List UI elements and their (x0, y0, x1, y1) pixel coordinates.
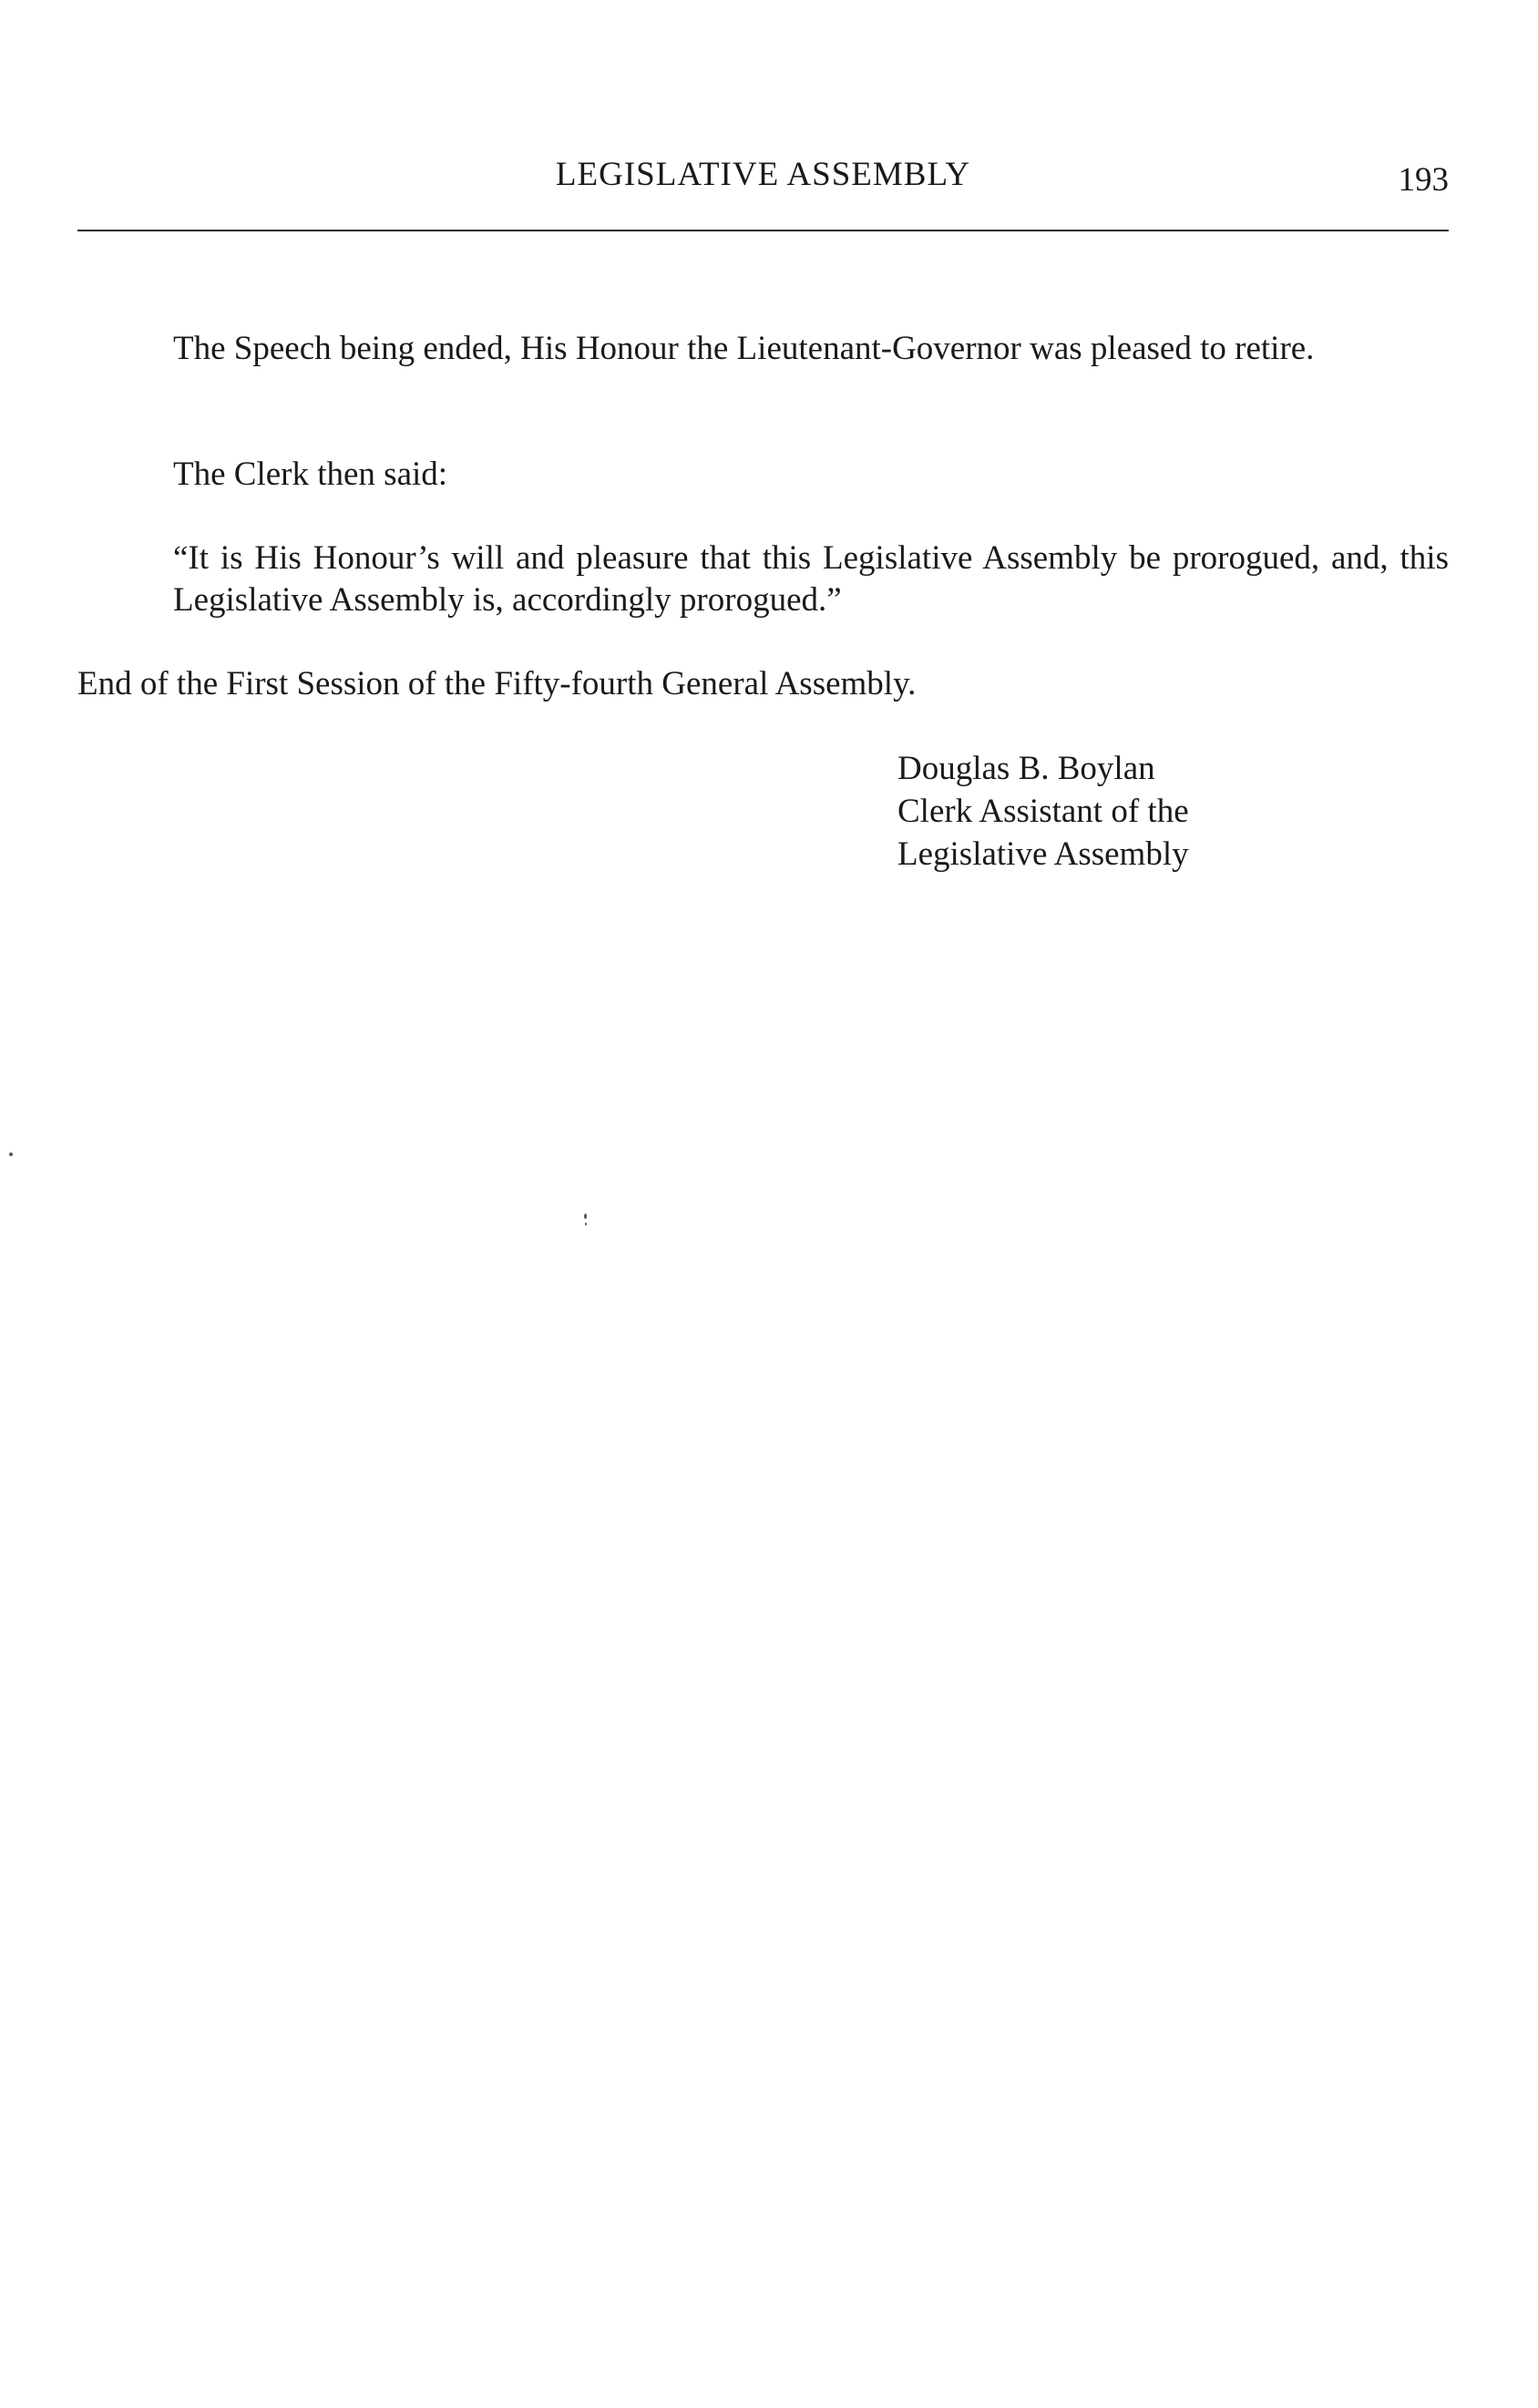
paragraph-speech-ended: The Speech being ended, His Honour the Lieutenant-Governor was pleased to retire. (173, 330, 1315, 367)
paragraph-prorogation-quote: “It is His Honour’s will and pleasure that this Legislative Assembly be prorogued, and, this Legislative Assembly is, accordingly prorogued.” (173, 539, 1449, 619)
page-number: 193 (1398, 161, 1449, 199)
signatory-title-line-2: Legislative Assembly (897, 835, 1189, 873)
signature-block (897, 747, 1189, 876)
signatory-title-line-1: Clerk Assistant of the (897, 793, 1189, 830)
scan-speck (584, 1214, 587, 1219)
header-rule (77, 230, 1449, 231)
running-head (77, 155, 1449, 210)
signatory-name: Douglas B. Boylan (897, 750, 1155, 787)
scan-speck (585, 1223, 587, 1225)
scan-speck (9, 1153, 13, 1156)
paragraph-clerk-said: The Clerk then said: (173, 456, 448, 493)
paragraph-end-of-session: End of the First Session of the Fifty-fourth General Assembly. (77, 665, 917, 702)
header-title: LEGISLATIVE ASSEMBLY (555, 156, 971, 193)
